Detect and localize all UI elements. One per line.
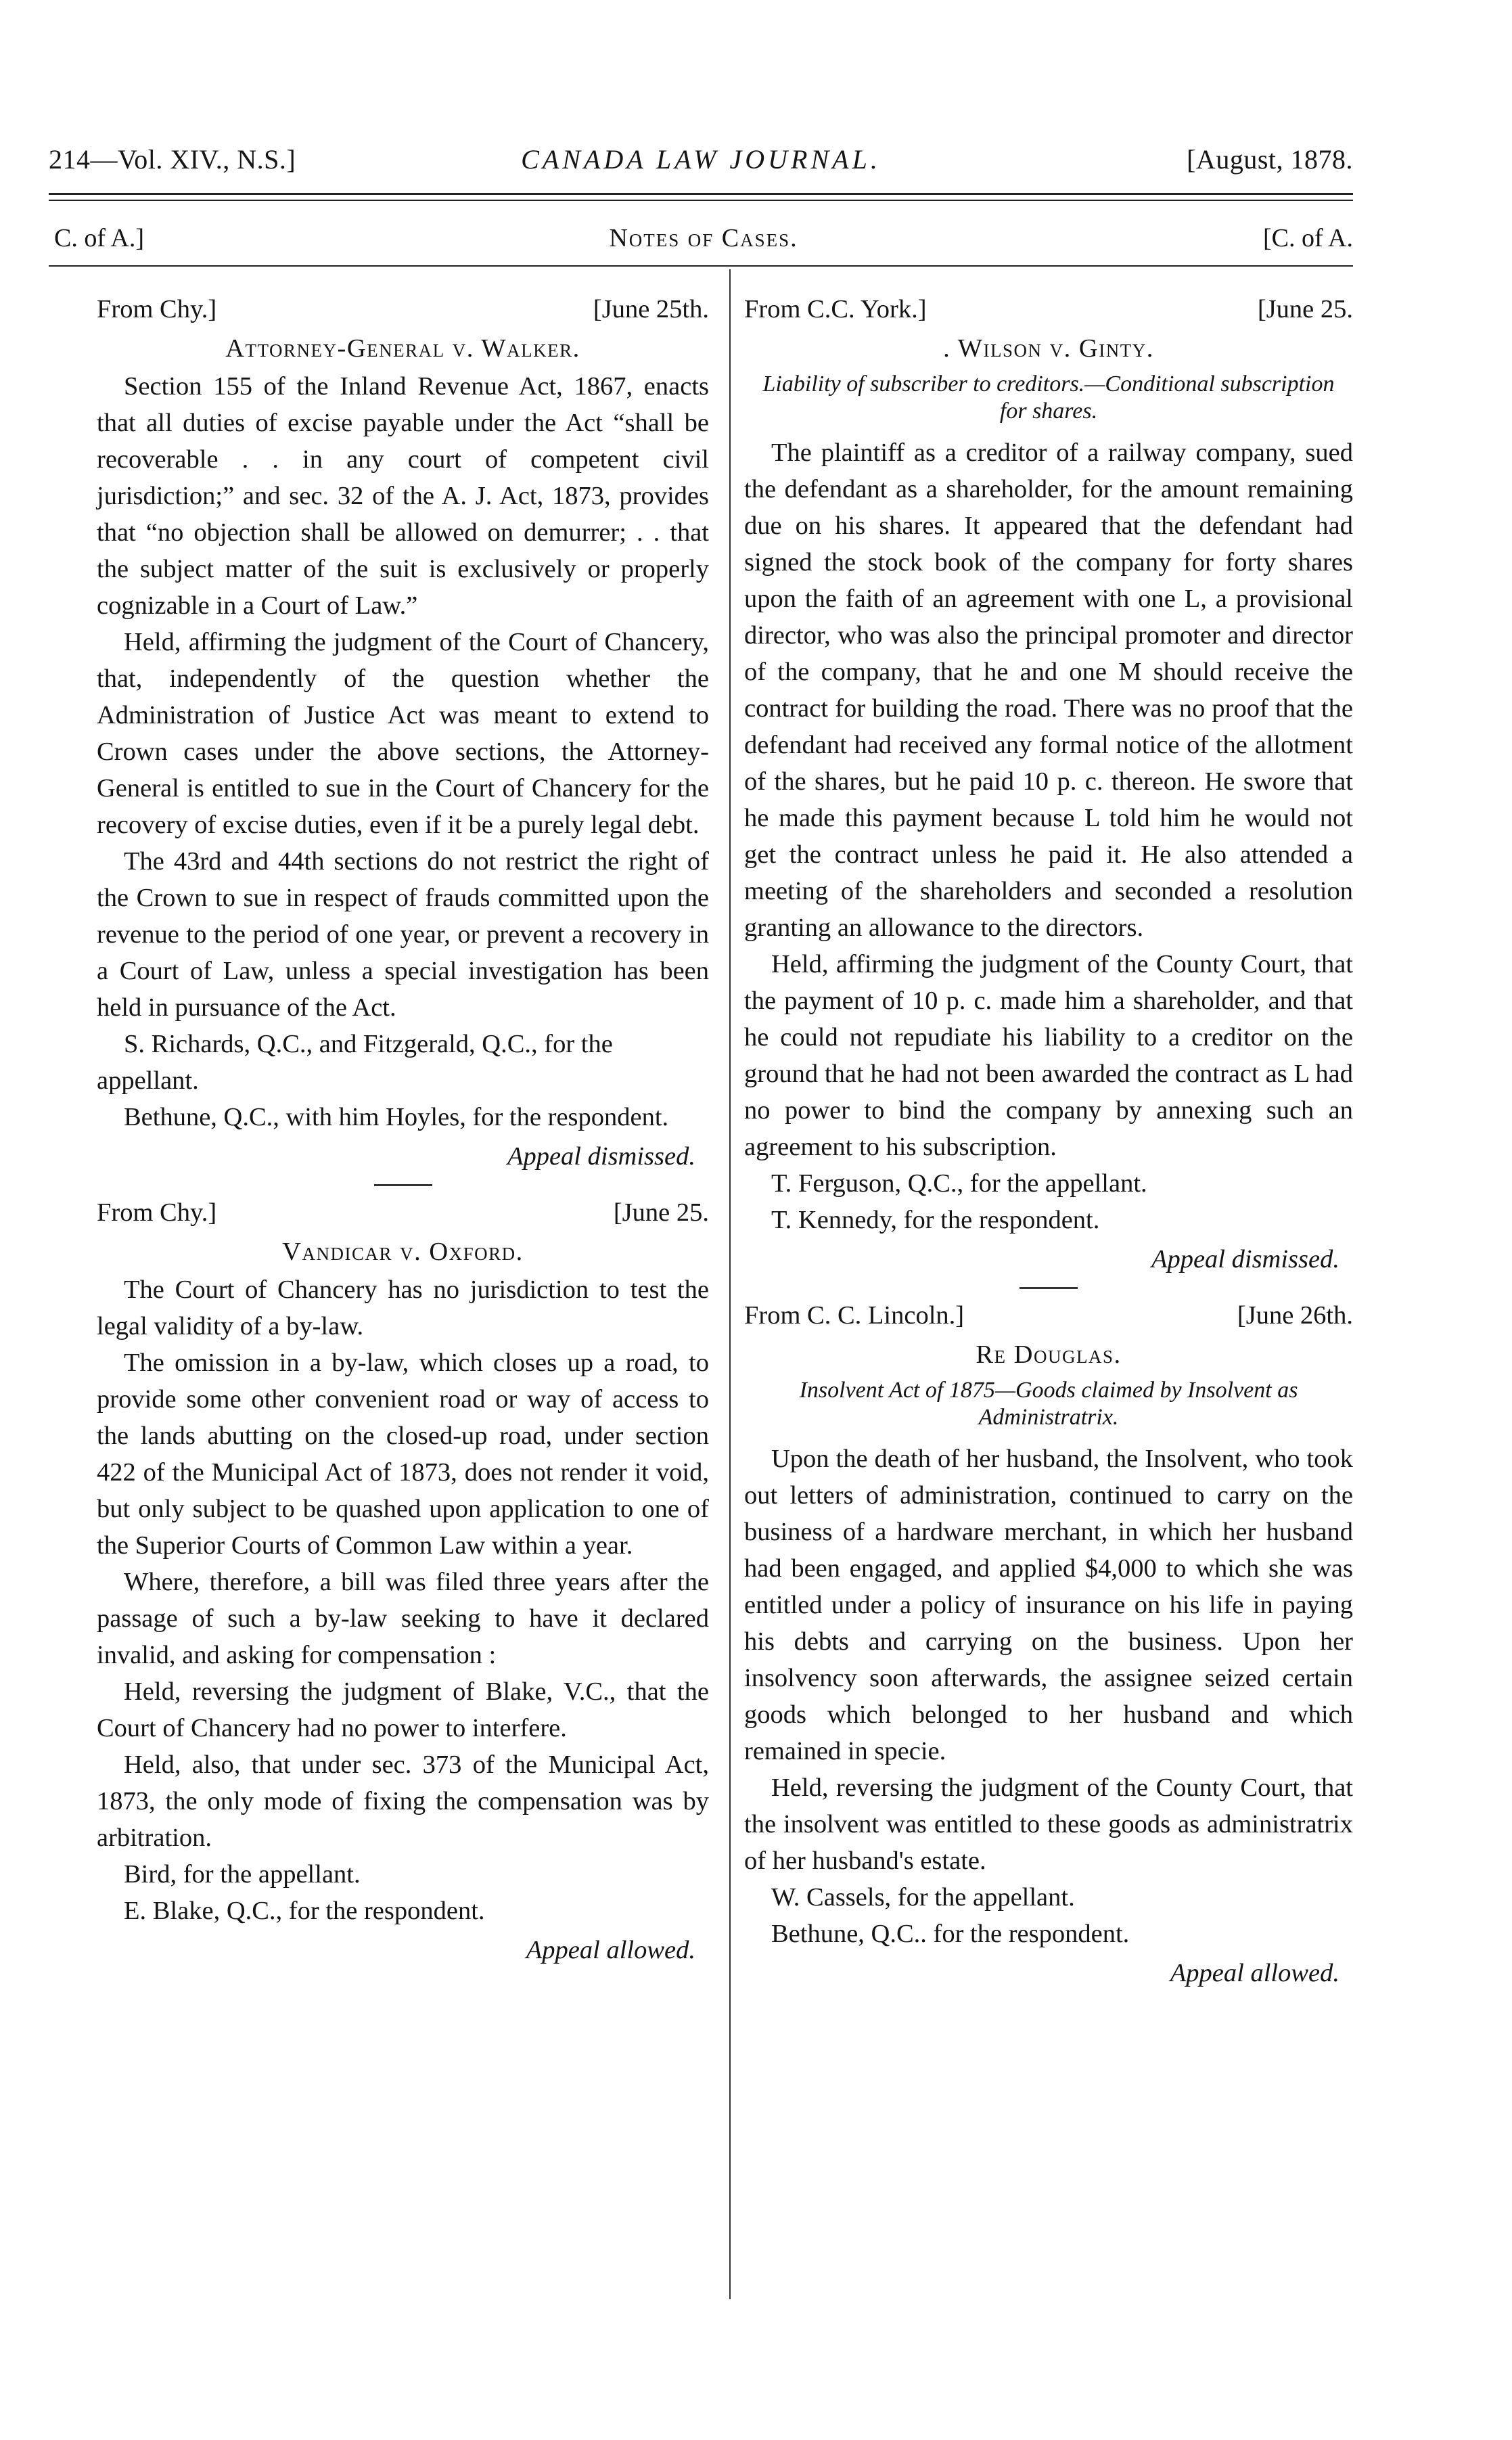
column-divider [729,269,731,2299]
right-column [744,291,1353,1991]
running-head [49,143,1353,184]
case-divider [374,1184,432,1186]
court-left: C. of A.] [54,224,144,252]
case-paragraph: Section 155 of the Inland Revenue Act, 1867, enacts that all duties of excise payable under the Act “shall be recoverable . . in any court of competent civil jurisdiction;” and sec. 32 of the A. J. Act, 1873, provides that “no objection shall be allowed on demurrer; . . that the subject matter of the suit is exclusively or properly cognizable in a Court of Law.” [97,372,709,620]
counsel-line: Bethune, Q.C.. for the respondent. [771,1920,1130,1948]
case-origin: From Chy.] [97,295,217,323]
case-origin-line [97,1194,709,1231]
case-origin-line [744,1297,1353,1334]
case-result: Appeal dismissed. [1151,1245,1339,1273]
case-origin: From Chy.] [97,1198,217,1227]
journal-title: CANADA LAW JOURNAL. [521,144,881,175]
case-headnote: Insolvent Act of 1875—Goods claimed by Insolvent as Administratrix. [799,1378,1298,1430]
section-rule [49,265,1353,267]
case-title: Vandicar v. Oxford. [282,1238,524,1266]
case-origin-line [97,291,709,327]
court-right: [C. of A. [1263,224,1353,252]
case-date: [June 25. [613,1198,709,1227]
case-title: Attorney-General v. Walker. [225,334,580,363]
case-paragraph: Held, affirming the judgment of the County Court, that the payment of 10 p. c. made him a shareholder, and that he could not repudiate his liability to a creditor on the ground that he had not been awarded the contract as L had no power to bind the company by annexing such an agreement to his subscription. [744,950,1353,1161]
case-title: Re Douglas. [976,1340,1122,1369]
case-result: Appeal allowed. [1170,1959,1339,1987]
counsel-line: Bethune, Q.C., with him Hoyles, for the respondent. [124,1103,669,1131]
case-origin-line [744,291,1353,327]
case-title: . Wilson v. Ginty. [943,334,1154,363]
case-attorney-general-v-walker [97,291,709,1175]
case-date: [June 26th. [1237,1301,1353,1330]
counsel-line: E. Blake, Q.C., for the respondent. [124,1897,485,1925]
issue-date: [August, 1878. [1187,144,1353,175]
case-vandicar-v-oxford [97,1194,709,1968]
counsel-line: Bird, for the appellant. [124,1860,361,1889]
case-paragraph: The 43rd and 44th sections do not restrict the right of the Crown to sue in respect of frauds committed upon the revenue to the period of one year, or prevent a recovery in a Court of Law, unless a special investigation has been held in pursuance of the Act. [97,847,709,1022]
counsel-line: T. Ferguson, Q.C., for the appellant. [771,1169,1147,1198]
case-re-douglas [744,1297,1353,1991]
case-result: Appeal dismissed. [507,1142,695,1171]
case-result: Appeal allowed. [526,1936,695,1964]
case-paragraph: Held, also, that under sec. 373 of the Municipal Act, 1873, the only mode of fixing the compensation was by arbitration. [97,1750,709,1852]
case-wilson-v-ginty [744,291,1353,1278]
case-paragraph: Where, therefore, a bill was filed three years after the passage of such a by-law seeking to have it declared invalid, and asking for compensation : [97,1568,709,1669]
counsel-line: W. Cassels, for the appellant. [771,1883,1075,1912]
case-headnote: Liability of subscriber to creditors.—Conditional subscription for shares. [762,371,1335,424]
case-paragraph: The Court of Chancery has no jurisdiction to test the legal validity of a by-law. [97,1275,709,1340]
case-paragraph: Held, reversing the judgment of Blake, V.C., that the Court of Chancery had no power to interfere. [97,1677,709,1742]
case-divider [1020,1287,1078,1289]
case-paragraph: Held, affirming the judgment of the Court of Chancery, that, independently of the question whether the Administration of Justice Act was meant to extend to Crown cases under the above sections, the Attorney-General is entitled to sue in the Court of Chancery for the recovery of excise duties, even if it be a purely legal debt. [97,628,709,839]
case-origin: From C. C. Lincoln.] [744,1301,965,1330]
left-column [97,291,709,1968]
case-date: [June 25th. [593,295,709,323]
case-paragraph: The plaintiff as a creditor of a railway company, sued the defendant as a shareholder, for the amount remaining due on his shares. It appeared that the defendant had signed the stock book of the company for forty shares upon the faith of an agreement with one L, a provisional director, who was also the principal promoter and director of the company, that he and one M should receive the contract for building the road. There was no proof that the defendant had received any formal notice of the allotment of the shares, but he paid 10 p. c. thereon. He swore that he made this payment because L told him he would not get the contract unless he paid it. He also attended a meeting of the shareholders and seconded a resolution granting an allowance to the directors. [744,438,1353,942]
page-volume: 214—Vol. XIV., N.S.] [49,144,296,175]
section-head [54,223,1353,257]
header-rule [49,193,1353,195]
section-title: Notes of Cases. [609,224,798,252]
counsel-line: S. Richards, Q.C., and Fitzgerald, Q.C., for the appellant. [97,1030,613,1095]
header-rule-inner [49,200,1353,201]
case-date: [June 25. [1257,295,1353,323]
case-paragraph: Held, reversing the judgment of the County Court, that the insolvent was entitled to these goods as administratrix of her husband's estate. [744,1773,1353,1875]
counsel-line: T. Kennedy, for the respondent. [771,1206,1100,1234]
case-paragraph: The omission in a by-law, which closes up a road, to provide some other convenient road or way of access to the lands abutting on the closed-up road, under section 422 of the Municipal Act of 1873, does not render it void, but only subject to be quashed upon application to one of the Superior Courts of Common Law within a year. [97,1349,709,1560]
case-paragraph: Upon the death of her husband, the Insolvent, who took out letters of administration, continued to carry on the business of a hardware merchant, in which her husband had been engaged, and applied $4,000 to which she was entitled under a policy of insurance on his life in paying his debts and carrying on the business. Upon her insolvency soon afterwards, the assignee seized certain goods which belonged to her husband and which remained in specie. [744,1445,1353,1765]
case-origin: From C.C. York.] [744,295,927,323]
